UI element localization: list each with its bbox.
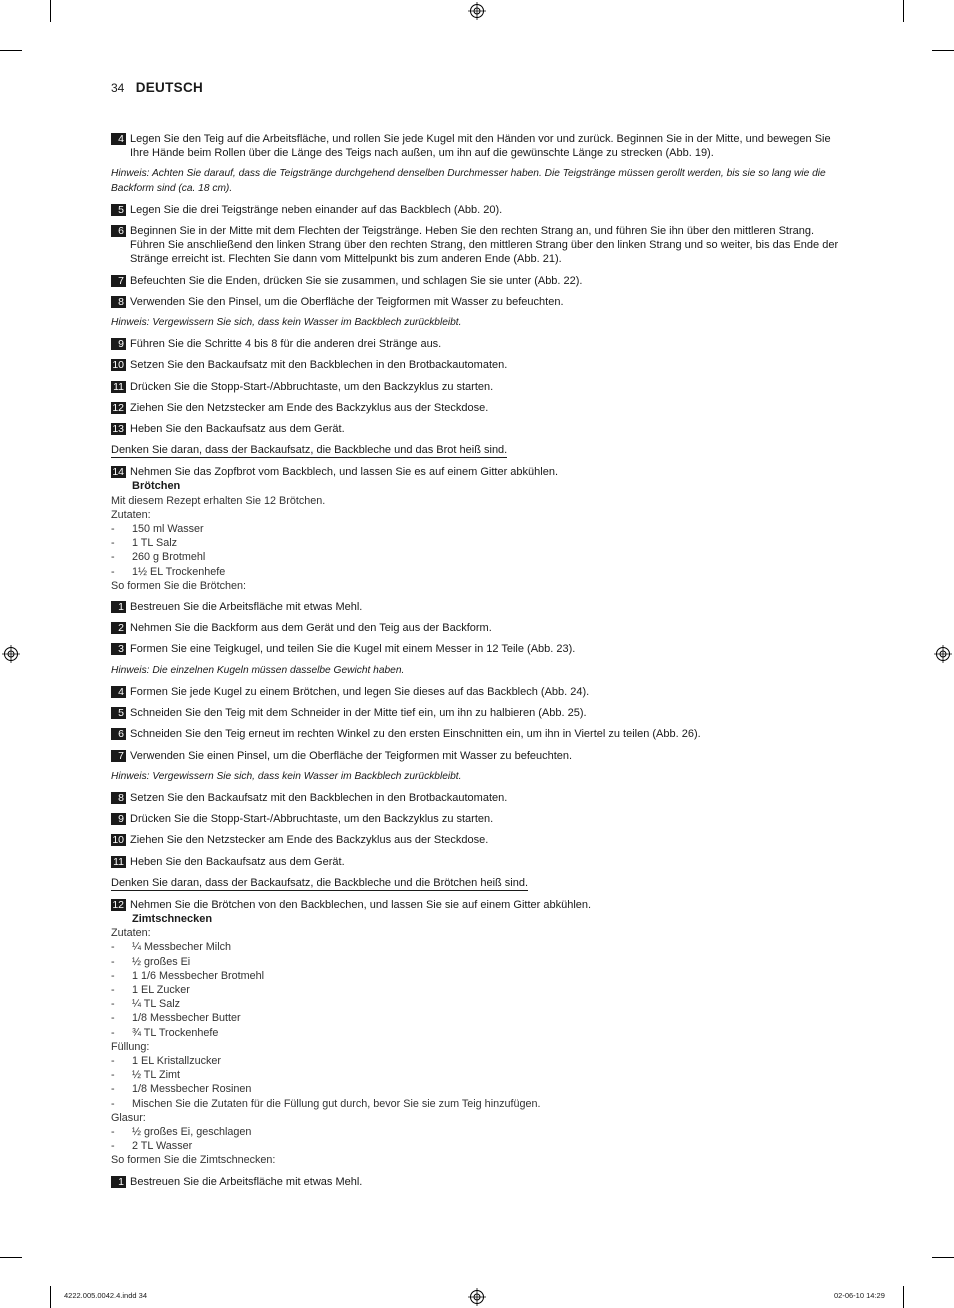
- instruction-step: [111, 685, 841, 699]
- spacer: [111, 415, 841, 422]
- instruction-step: [111, 621, 841, 635]
- step-number: 10: [112, 359, 124, 372]
- ingredient-text: 1/8 Messbecher Rosinen: [132, 1083, 252, 1096]
- spacer: [111, 784, 841, 791]
- recipe-heading: Brötchen: [132, 480, 181, 493]
- body-text: So formen Sie die Zimtschnecken:: [111, 1154, 276, 1167]
- instruction-step: [111, 274, 841, 288]
- section-language: DEUTSCH: [135, 80, 204, 95]
- ingredient-item: [111, 1068, 841, 1082]
- step-number: 14: [112, 466, 124, 479]
- body-text: Mit diesem Rezept erhalten Sie 12 Brötchen.: [111, 494, 326, 507]
- body-text: So formen Sie die Brötchen:: [111, 579, 247, 592]
- step-text: Formen Sie eine Teigkugel, und teilen Sie die Kugel mit einem Messer in 12 Teile (Abb. 23).: [130, 643, 576, 656]
- crop-mark: [932, 1257, 954, 1258]
- ingredient-item: [111, 955, 841, 969]
- ingredient-text: 2 TL Wasser: [132, 1140, 193, 1153]
- crop-mark: [50, 1286, 51, 1308]
- spacer: [111, 288, 841, 295]
- crop-mark: [932, 50, 954, 51]
- spacer: [111, 593, 841, 600]
- footer-file-info: 4222.005.0042.4.indd 34: [64, 1291, 147, 1300]
- ingredient-item: [111, 1097, 841, 1111]
- bullet-dash: -: [111, 998, 115, 1011]
- warning-text: Denken Sie daran, dass der Backaufsatz, die Backbleche und die Brötchen heiß sind.: [111, 876, 529, 889]
- bullet-dash: -: [111, 523, 115, 536]
- hint-note: Hinweis: Vergewissern Sie sich, dass kein Wasser im Backblech zurückbleibt.: [111, 770, 462, 782]
- step-text: Formen Sie jede Kugel zu einem Brötchen, und legen Sie dieses auf das Backblech (Abb. 24).: [130, 685, 590, 698]
- spacer: [111, 657, 841, 664]
- bullet-dash: -: [111, 1026, 115, 1039]
- ingredient-text: Mischen Sie die Zutaten für die Füllung gut durch, bevor Sie sie zum Teig hinzufügen.: [132, 1097, 541, 1110]
- registration-mark-icon: [2, 645, 20, 663]
- bullet-dash: -: [111, 1140, 115, 1153]
- ingredient-text: 1½ EL Trockenhefe: [132, 565, 226, 578]
- body-text: Füllung:: [111, 1040, 150, 1053]
- ingredient-text: ¼ TL Salz: [132, 998, 181, 1011]
- step-text: Drücken Sie die Stopp-Start-/Abbruchtaste, um den Backzyklus zu starten.: [130, 813, 494, 826]
- instruction-step: [111, 833, 841, 847]
- bullet-dash: -: [111, 551, 115, 564]
- step-number: 8: [111, 792, 126, 804]
- spacer: [111, 805, 841, 812]
- step-number: 12: [112, 401, 124, 414]
- ingredient-text: 1 TL Salz: [132, 537, 178, 550]
- spacer: [111, 160, 841, 167]
- instruction-step: [111, 224, 841, 267]
- spacer: [111, 394, 841, 401]
- ingredient-item: [111, 997, 841, 1011]
- body-text: Zutaten:: [111, 927, 151, 940]
- instruction-step: [111, 422, 841, 436]
- body-text: Zutaten:: [111, 508, 151, 521]
- registration-mark-icon: [468, 2, 486, 20]
- instruction-step: [111, 727, 841, 741]
- step-text: Legen Sie den Teig auf die Arbeitsfläche, und rollen Sie jede Kugel mit den Händen vor und zurück. Beginnen Sie in der Mitte, und bewegen Sie Ihre Hände beim Rollen über die Länge des Teigs nach außen, um ihn auf die gewünschte Länge zu strecken (Abb. 19).: [130, 133, 831, 160]
- instruction-step: [111, 203, 841, 217]
- spacer: [111, 869, 841, 876]
- bullet-dash: -: [111, 969, 115, 982]
- document-body: [111, 132, 841, 1189]
- instruction-step: [111, 855, 841, 869]
- step-number: 8: [111, 296, 126, 308]
- hint-note: Hinweis: Achten Sie darauf, dass die Teigstränge durchgehend denselben Durchmesser haben. Die Teigstränge müssen gerollt werden, bis sie so lang wie die Backform sind (ca. 18 cm).: [111, 168, 826, 194]
- step-number: 3: [111, 643, 126, 655]
- step-number: 4: [111, 133, 126, 145]
- step-text: Setzen Sie den Backaufsatz mit den Backblechen in den Brotbackautomaten.: [130, 359, 508, 372]
- ingredient-item: [111, 1125, 841, 1139]
- ingredient-text: ½ TL Zimt: [132, 1069, 180, 1082]
- step-text: Bestreuen Sie die Arbeitsfläche mit etwas Mehl.: [130, 1175, 363, 1188]
- spacer: [111, 720, 841, 727]
- ingredient-item: [111, 940, 841, 954]
- bullet-dash: -: [111, 941, 115, 954]
- step-text: Beginnen Sie in der Mitte mit dem Flechten der Teigstränge. Heben Sie den rechten Strang an, und führen Sie ihn über den mittleren Strang. Führen Sie anschließend den linken Strang über den rechten Strang, den mittleren Strang über den linken Strang und so weiter, bis das Ende der Stränge erreicht ist. Flechten Sie dann vom Mittelpunkt bis zum anderen Ende (Abb. 21).: [130, 225, 839, 266]
- ingredient-item: [111, 1026, 841, 1040]
- spacer: [111, 614, 841, 621]
- spacer: [111, 742, 841, 749]
- ingredient-item: [111, 550, 841, 564]
- instruction-step: [111, 295, 841, 309]
- step-number: 6: [111, 728, 126, 740]
- spacer: [111, 826, 841, 833]
- step-text: Schneiden Sie den Teig mit dem Schneider in der Mitte tief ein, um ihn zu halbieren (Abb. 25).: [130, 707, 587, 720]
- step-number: 9: [111, 813, 126, 825]
- instruction-step: [111, 642, 841, 656]
- step-text: Verwenden Sie den Pinsel, um die Oberfläche der Teigformen mit Wasser zu befeuchten.: [130, 295, 564, 308]
- ingredient-item: [111, 1054, 841, 1068]
- spacer: [111, 635, 841, 642]
- step-text: Ziehen Sie den Netzstecker am Ende des Backzyklus aus der Steckdose.: [130, 834, 489, 847]
- registration-mark-icon: [934, 645, 952, 663]
- bullet-dash: -: [111, 1054, 115, 1067]
- recipe-heading: Zimtschnecken: [132, 912, 213, 925]
- warning-text: Denken Sie daran, dass der Backaufsatz, die Backbleche und das Brot heiß sind.: [111, 444, 508, 457]
- instruction-step: [111, 132, 841, 160]
- step-text: Nehmen Sie das Zopfbrot vom Backblech, und lassen Sie es auf einem Gitter abkühlen.: [130, 466, 559, 479]
- instruction-step: [111, 337, 841, 351]
- step-text: Setzen Sie den Backaufsatz mit den Backblechen in den Brotbackautomaten.: [130, 791, 508, 804]
- spacer: [111, 436, 841, 443]
- instruction-step: [111, 791, 841, 805]
- bullet-dash: -: [111, 1097, 115, 1110]
- warning-line: [111, 443, 841, 458]
- spacer: [111, 891, 841, 898]
- bullet-dash: -: [111, 565, 115, 578]
- instruction-step: [111, 706, 841, 720]
- step-text: Ziehen Sie den Netzstecker am Ende des Backzyklus aus der Steckdose.: [130, 401, 489, 414]
- ingredient-item: [111, 522, 841, 536]
- warning-line: [111, 876, 841, 891]
- crop-mark: [0, 50, 22, 51]
- ingredient-item: [111, 1082, 841, 1096]
- step-text: Heben Sie den Backaufsatz aus dem Gerät.: [130, 423, 345, 436]
- step-number: 12: [112, 898, 124, 911]
- step-number: 1: [111, 601, 126, 613]
- ingredient-text: ¾ TL Trockenhefe: [132, 1026, 219, 1039]
- spacer: [111, 309, 841, 316]
- ingredient-item: [111, 969, 841, 983]
- page-number: 34: [111, 81, 125, 95]
- spacer: [111, 217, 841, 224]
- ingredient-text: ½ großes Ei, geschlagen: [132, 1125, 252, 1138]
- instruction-step: [111, 749, 841, 763]
- ingredient-text: ¼ Messbecher Milch: [132, 941, 232, 954]
- hint-note: Hinweis: Vergewissern Sie sich, dass kein Wasser im Backblech zurückbleibt.: [111, 317, 462, 329]
- spacer: [111, 848, 841, 855]
- step-text: Schneiden Sie den Teig erneut im rechten Winkel zu den ersten Einschnitten ein, um ihn in Viertel zu teilen (Abb. 26).: [130, 728, 701, 741]
- spacer: [111, 196, 841, 203]
- spacer: [111, 1168, 841, 1175]
- step-number: 7: [111, 275, 126, 287]
- step-text: Führen Sie die Schritte 4 bis 8 für die anderen drei Stränge aus.: [130, 338, 442, 351]
- spacer: [111, 763, 841, 770]
- step-number: 10: [112, 834, 124, 847]
- spacer: [111, 458, 841, 465]
- ingredient-text: 1 EL Zucker: [132, 983, 190, 996]
- step-text: Legen Sie die drei Teigstränge neben einander auf das Backblech (Abb. 20).: [130, 203, 503, 216]
- bullet-dash: -: [111, 1083, 115, 1096]
- step-number: 13: [112, 423, 124, 436]
- ingredient-item: [111, 565, 841, 579]
- instruction-step: [111, 812, 841, 826]
- step-number: 6: [111, 225, 126, 237]
- step-text: Heben Sie den Backaufsatz aus dem Gerät.: [130, 855, 345, 868]
- step-text: Drücken Sie die Stopp-Start-/Abbruchtaste, um den Backzyklus zu starten.: [130, 380, 494, 393]
- crop-mark: [50, 0, 51, 22]
- step-number: 4: [111, 686, 126, 698]
- step-number: 7: [111, 750, 126, 762]
- spacer: [111, 373, 841, 380]
- step-text: Verwenden Sie einen Pinsel, um die Oberfläche der Teigformen mit Wasser zu befeuchten.: [130, 749, 573, 762]
- ingredient-item: [111, 983, 841, 997]
- step-number: 5: [111, 707, 126, 719]
- step-text: Nehmen Sie die Backform aus dem Gerät und den Teig aus der Backform.: [130, 622, 492, 635]
- bullet-dash: -: [111, 955, 115, 968]
- instruction-step: [111, 401, 841, 415]
- spacer: [111, 351, 841, 358]
- ingredient-text: 260 g Brotmehl: [132, 551, 206, 564]
- crop-mark: [903, 1286, 904, 1308]
- instruction-step: [111, 1175, 841, 1189]
- crop-mark: [903, 0, 904, 22]
- registration-mark-icon: [468, 1288, 486, 1306]
- instruction-step: [111, 358, 841, 372]
- spacer: [111, 678, 841, 685]
- step-number: 5: [111, 204, 126, 216]
- instruction-step: [111, 898, 841, 912]
- step-text: Befeuchten Sie die Enden, drücken Sie sie zusammen, und schlagen Sie sie unter (Abb. 22).: [130, 274, 583, 287]
- spacer: [111, 330, 841, 337]
- step-number: 11: [111, 856, 126, 868]
- step-number: 1: [111, 1176, 126, 1188]
- page-header: [111, 80, 203, 95]
- step-text: Nehmen Sie die Brötchen von den Backblechen, und lassen Sie sie auf einem Gitter abkühlen.: [130, 898, 592, 911]
- ingredient-item: [111, 536, 841, 550]
- instruction-step: [111, 600, 841, 614]
- crop-mark: [0, 1257, 22, 1258]
- bullet-dash: -: [111, 537, 115, 550]
- spacer: [111, 699, 841, 706]
- bullet-dash: -: [111, 1125, 115, 1138]
- instruction-step: [111, 465, 841, 479]
- ingredient-text: ½ großes Ei: [132, 955, 191, 968]
- instruction-step: [111, 380, 841, 394]
- step-number: 2: [111, 622, 126, 634]
- ingredient-item: [111, 1011, 841, 1025]
- ingredient-item: [111, 1139, 841, 1153]
- ingredient-text: 1 EL Kristallzucker: [132, 1054, 222, 1067]
- bullet-dash: -: [111, 983, 115, 996]
- ingredient-text: 150 ml Wasser: [132, 523, 204, 536]
- ingredient-text: 1/8 Messbecher Butter: [132, 1012, 241, 1025]
- footer-date: 02-06-10 14:29: [834, 1291, 885, 1300]
- hint-note: Hinweis: Die einzelnen Kugeln müssen dasselbe Gewicht haben.: [111, 664, 405, 676]
- bullet-dash: -: [111, 1012, 115, 1025]
- step-number: 11: [111, 381, 126, 393]
- step-number: 9: [111, 338, 126, 350]
- step-text: Bestreuen Sie die Arbeitsfläche mit etwas Mehl.: [130, 601, 363, 614]
- bullet-dash: -: [111, 1069, 115, 1082]
- body-text: Glasur:: [111, 1111, 146, 1124]
- spacer: [111, 267, 841, 274]
- ingredient-text: 1 1/6 Messbecher Brotmehl: [132, 969, 265, 982]
